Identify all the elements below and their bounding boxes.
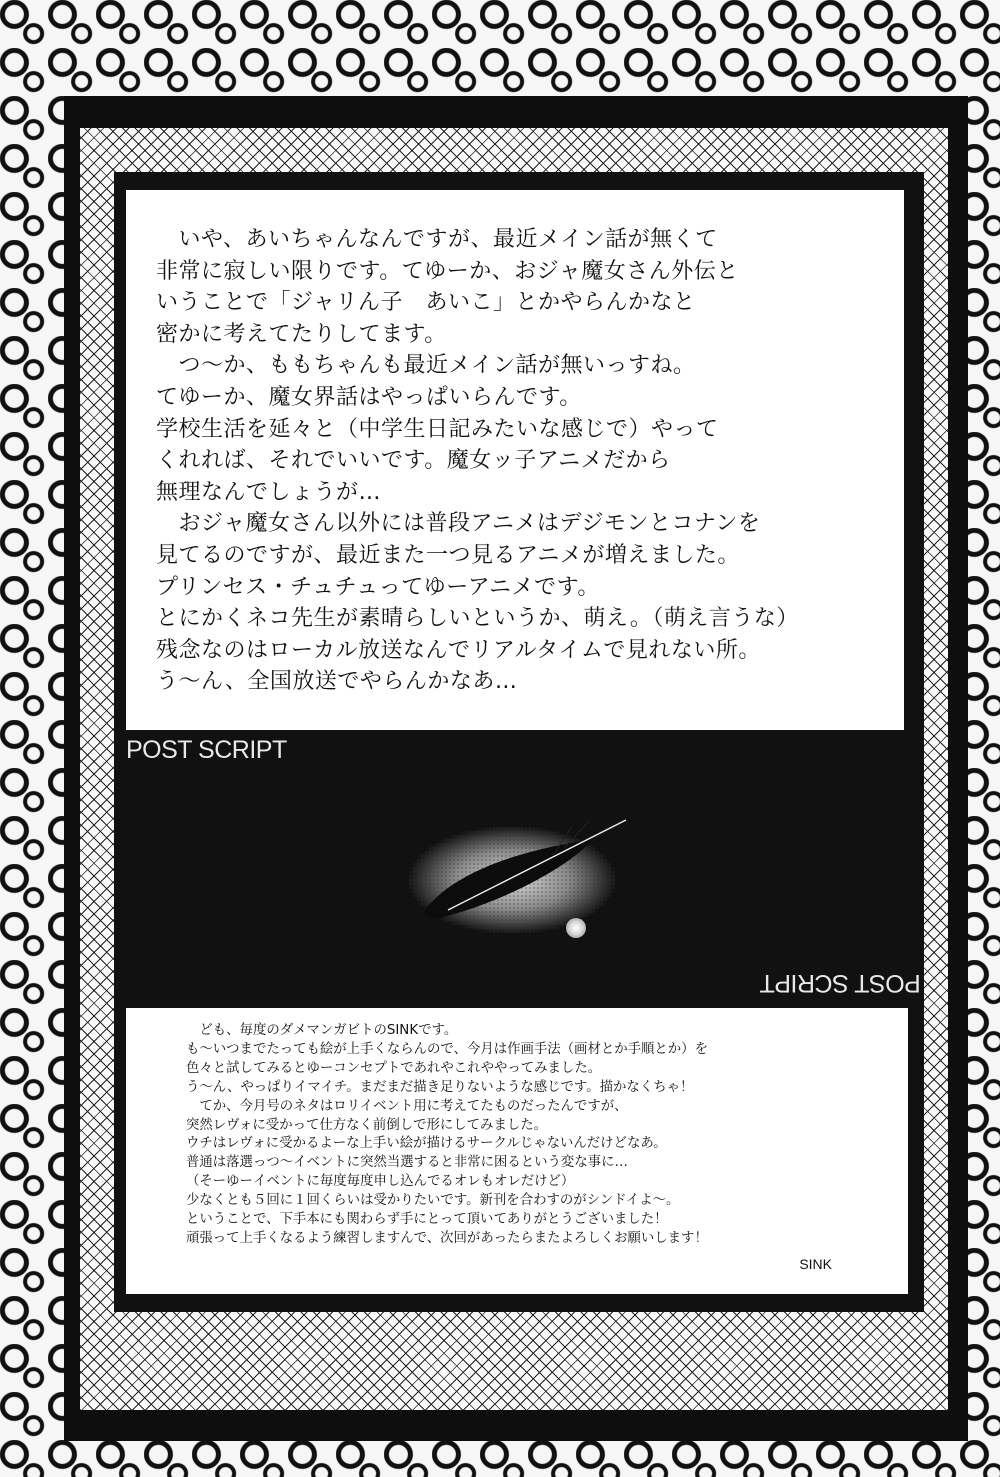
text-line: う～ん、全国放送でやらんかなあ… [156,669,518,695]
afterword-bottom-panel [126,1008,908,1294]
text-line: 非常に寂しい限りです。てゆーか、おジャ魔女さん外伝と [156,258,739,284]
feather-icon [404,806,634,946]
text-line: ということで、下手本にも関わらず手にとって頂いてありがとうございました！ [186,1212,668,1228]
text-line: つ～か、ももちゃんも最近メイン話が無いっすね。 [156,353,696,379]
post-script-label: POST SCRIPT [126,736,287,764]
text-line: くれれば、それでいいです。魔女ッ子アニメだから [156,448,671,474]
text-line: おジャ魔女さん以外には普段アニメはデジモンとコナンを [156,511,761,537]
text-line: 頑張って上手くなるよう練習しますんで、次回があったらまたよろしくお願いします！ [186,1230,708,1246]
text-line: 色々と試してみるとゆーコンセプトであれやこれややってみました。 [186,1060,602,1076]
text-line: 少なくとも５回に１回くらいは受かりたいです。新刊を合わすのがシンドイよ～。 [186,1193,680,1209]
afterword-top-panel [126,190,904,730]
afterword-top-text [156,224,886,698]
text-line: 学校生活を延々と（中学生日記みたいな感じで）やって [156,416,719,442]
text-line: てか、今月号のネタはロリイベント用に考えてたものだったんですが、 [186,1098,628,1114]
text-line: 普通は落選っつ～イベントに突然当選すると非常に困るという変な事に… [186,1155,628,1171]
text-line: いうことで「ジャリん子 あいこ」とかやらんかなと [156,290,696,316]
text-line: 残念なのはローカル放送なんでリアルタイムで見れない所。 [156,637,761,663]
text-line: （そーゆーイベントに毎度毎度申し込んでるオレもオレだけど） [186,1174,575,1190]
post-script-label-rotated: POST SCRIPT [760,969,921,997]
signature: SINK [799,1256,832,1272]
text-line: てゆーか、魔女界話はやっぱいらんです。 [156,384,582,410]
text-line: いや、あいちゃんなんですが、最近メイン話が無くて [156,227,718,252]
text-line: 突然レヴォに受かって仕方なく前倒しで形にしてみました。 [186,1117,548,1133]
text-line: 無理なんでしょうが… [156,479,382,505]
text-line: ウチはレヴォに受かるよーな上手い絵が描けるサークルじゃないんだけどなあ。 [186,1136,667,1152]
text-line: も～いつまでたっても絵が上手くならんので、今月は作画手法（画材とか手順とか）を [186,1041,708,1057]
afterword-bottom-text [186,1022,886,1249]
text-line: 密かに考えてたりしてます。 [156,321,447,347]
text-line: ども、毎度のダメマンガビトのSINKです。 [186,1023,458,1038]
text-line: う～ん、やっぱりイマイチ。まだまだ描き足りないような感じです。描かなくちゃ！ [186,1079,694,1095]
text-line: 見てるのですが、最近また一つ見るアニメが増えました。 [156,542,740,568]
text-line: とにかくネコ先生が素晴らしいというか、萌え。（萌え言うな） [156,606,799,632]
text-line: プリンセス・チュチュってゆーアニメです。 [156,574,600,600]
glow-orb [566,918,586,938]
